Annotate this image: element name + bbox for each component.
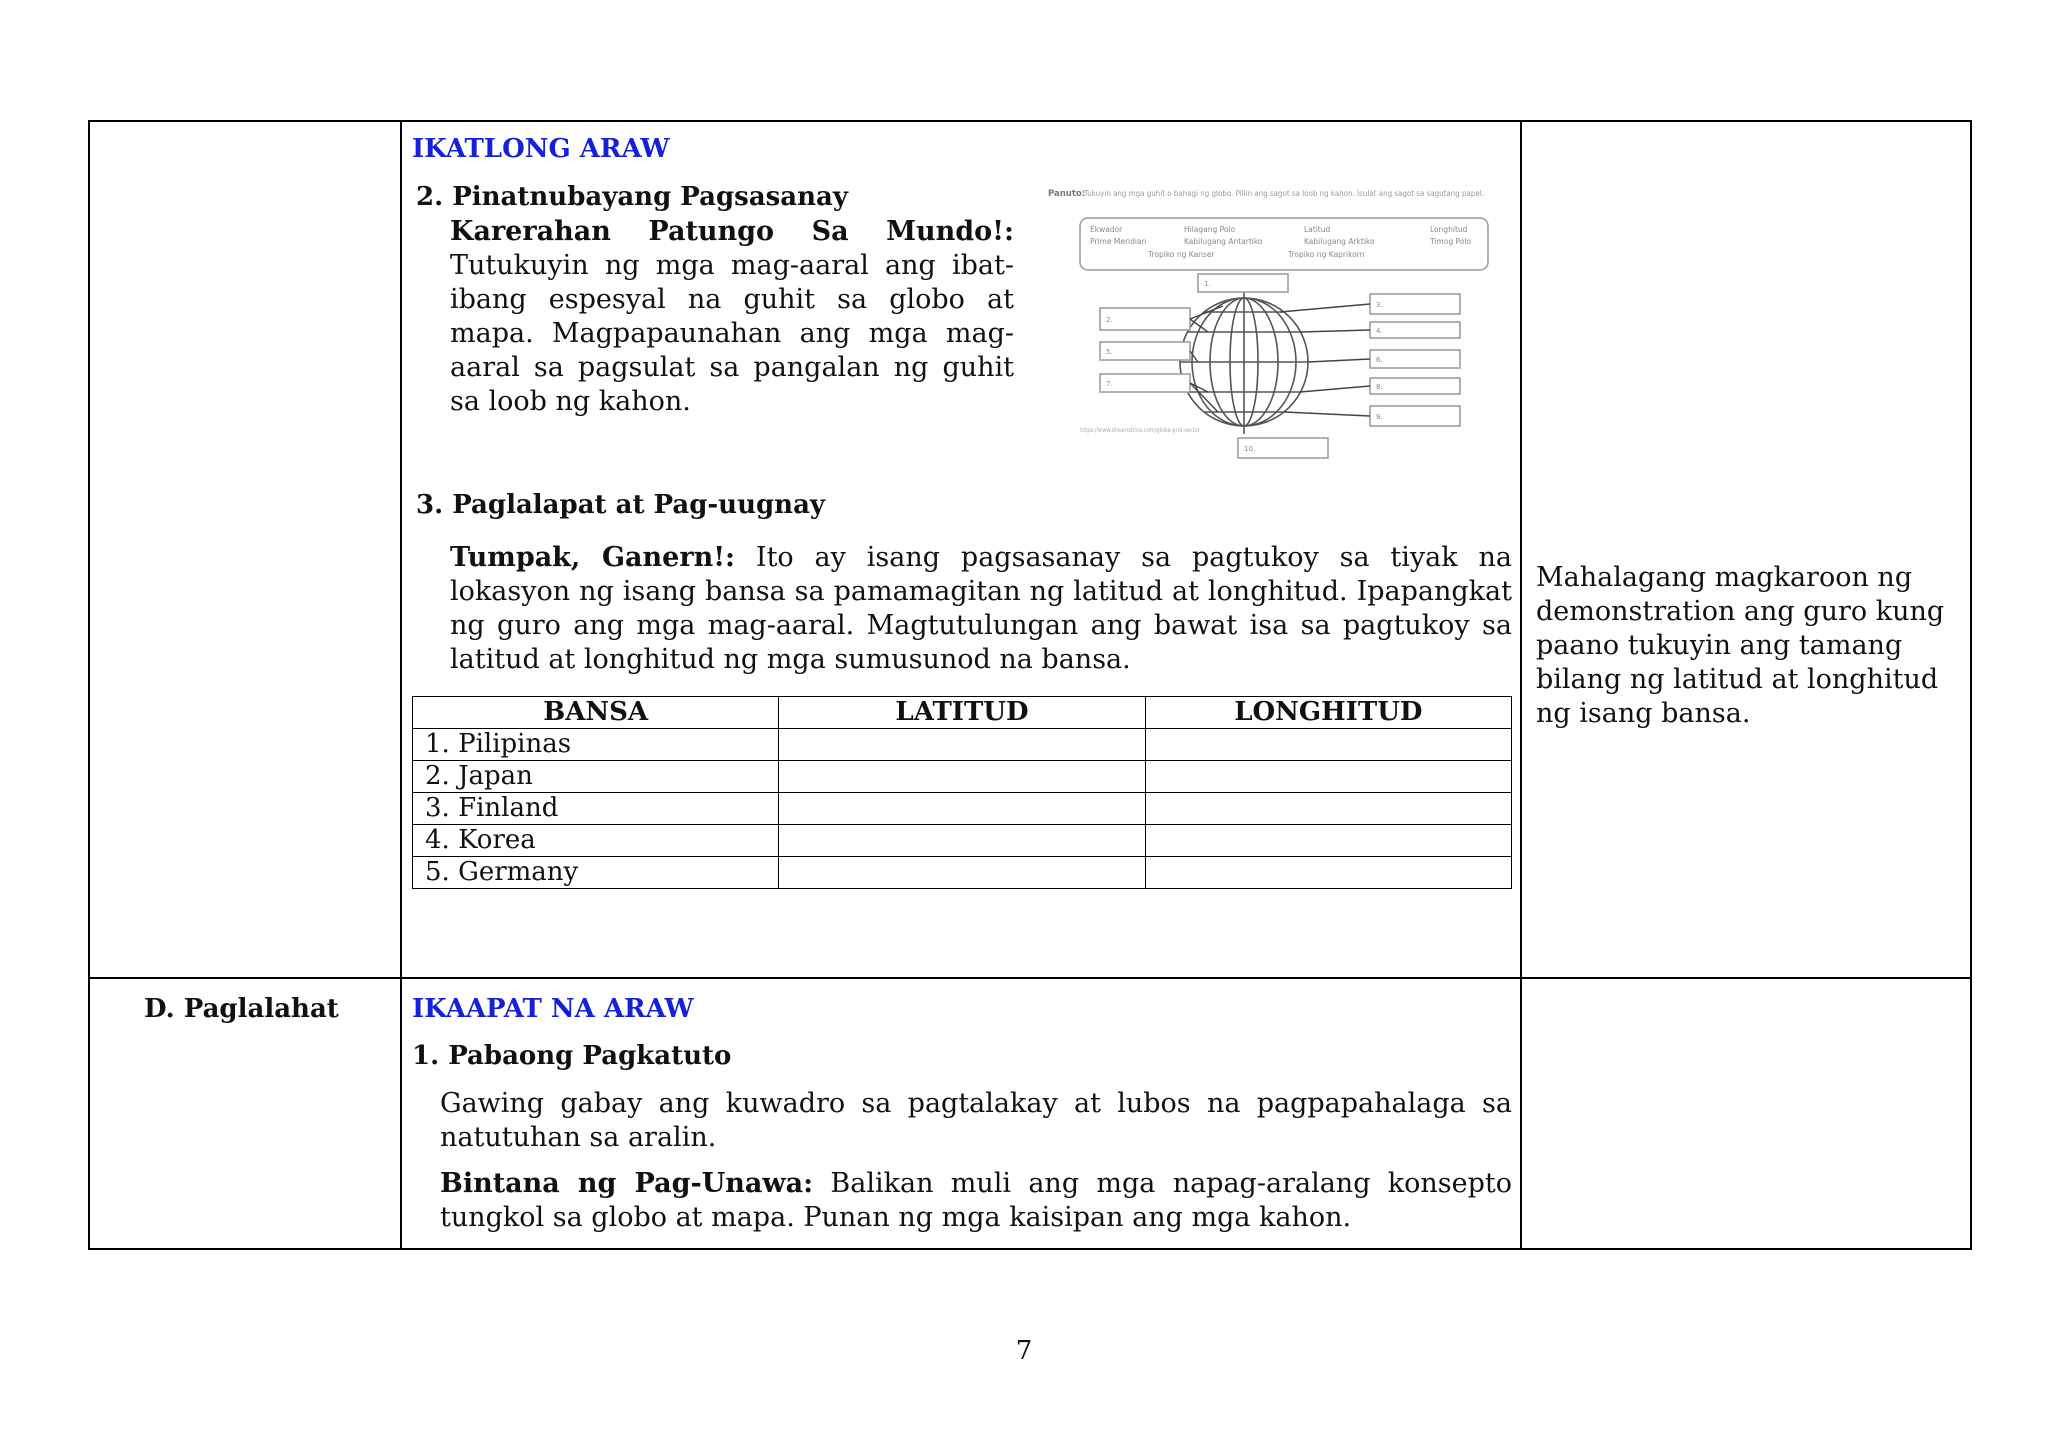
svg-text:Hilagang Polo: Hilagang Polo — [1184, 225, 1236, 234]
table-row — [413, 729, 1512, 761]
column-divider-2 — [1520, 122, 1522, 1248]
svg-text:10.: 10. — [1244, 445, 1256, 453]
section-d-label: D. Paglalahat — [144, 994, 339, 1024]
pabaong-pagkatuto-text: Gawing gabay ang kuwadro sa pagtalakay at lubos na pagpapahalaga sa natutuhan sa aralin. — [440, 1088, 1512, 1153]
table-header-row — [413, 697, 1512, 729]
country-cell: 4. Korea — [413, 825, 779, 857]
table-row — [413, 793, 1512, 825]
country-cell: 2. Japan — [413, 761, 779, 793]
worksheet-directions: Tukuyin ang mga guhit o bahagi ng globo. Piliin ang sagot sa loob ng kahon. Isulat ang sagot sa sagutang papel. — [1083, 189, 1484, 198]
svg-text:5.: 5. — [1106, 348, 1113, 356]
svg-text:Prime Meridian: Prime Meridian — [1090, 237, 1147, 246]
activity3-text: Ito ay isang pagsasanay sa pagtukoy sa tiyak na lokasyon ng isang bansa sa pamamagitan ng latitud at longhitud. Ipapangkat ng guro ang mga mag-aaral. Magtutulungan ang bawat isa sa pagtukoy sa latitud at longhitud ng mga sumusunod na bansa. — [450, 542, 1512, 675]
latitude-cell — [779, 825, 1145, 857]
globe-worksheet-image — [1048, 182, 1500, 464]
table-row — [413, 857, 1512, 889]
svg-text:Longhitud: Longhitud — [1430, 225, 1468, 234]
svg-text:Tropiko ng Kanser: Tropiko ng Kanser — [1148, 250, 1215, 259]
svg-text:Kabilugang Antartiko: Kabilugang Antartiko — [1184, 237, 1263, 246]
table-row — [413, 761, 1512, 793]
activity2-text: Tutukuyin ng mga mag-aaral ang ibat-ibang espesyal na guhit sa globo at mapa. Magpapaunahan ang mga mag-aaral sa pagsulat sa pangalan ng guhit sa loob ng kahon. — [450, 250, 1014, 417]
svg-text:Latitud: Latitud — [1304, 225, 1331, 234]
longitude-cell — [1145, 793, 1511, 825]
pabaong-pagkatuto-heading: 1. Pabaong Pagkatuto — [412, 1041, 732, 1071]
longitude-cell — [1145, 825, 1511, 857]
svg-text:7.: 7. — [1106, 380, 1113, 388]
page-number: 7 — [1015, 1336, 1033, 1366]
column-header-longhitud: LONGHITUD — [1145, 697, 1511, 729]
column-header-latitud: LATITUD — [779, 697, 1145, 729]
svg-text:Timog Polo: Timog Polo — [1430, 237, 1471, 246]
latitude-cell — [779, 729, 1145, 761]
longitude-cell — [1145, 761, 1511, 793]
latitude-cell — [779, 857, 1145, 889]
worksheet-source: https://www.dreamstime.com/globe-grid-vector — [1080, 426, 1201, 434]
longitude-cell — [1145, 729, 1511, 761]
latitude-cell — [779, 793, 1145, 825]
activity2-heading: 2. Pinatnubayang Pagsasanay — [416, 182, 849, 212]
country-cell: 1. Pilipinas — [413, 729, 779, 761]
activity3-paragraph — [450, 541, 1512, 677]
country-coordinates-table — [412, 696, 1512, 889]
worksheet-choices — [1090, 225, 1471, 259]
row-divider — [90, 977, 1970, 979]
svg-text:2.: 2. — [1106, 316, 1113, 324]
day3-heading: IKATLONG ARAW — [412, 134, 670, 164]
country-cell: 3. Finland — [413, 793, 779, 825]
bintana-text: Balikan muli ang mga napag-aralang konsepto tungkol sa globo at mapa. Punan ng mga kaisipan ang mga kahon. — [440, 1168, 1513, 1233]
svg-text:4.: 4. — [1376, 327, 1383, 335]
column-header-bansa: BANSA — [413, 697, 779, 729]
activity3-title: Tumpak, Ganern!: — [450, 542, 736, 573]
activity3-heading: 3. Paglalapat at Pag-uugnay — [416, 490, 826, 520]
svg-text:3.: 3. — [1376, 301, 1383, 309]
bintana-title: Bintana ng Pag-Unawa: — [440, 1168, 814, 1199]
svg-text:Ekwador: Ekwador — [1090, 225, 1123, 234]
column-divider-1 — [400, 122, 402, 1248]
svg-text:1.: 1. — [1204, 280, 1211, 288]
table-row — [413, 825, 1512, 857]
svg-text:6.: 6. — [1376, 356, 1383, 364]
latitude-cell — [779, 761, 1145, 793]
svg-text:Kabilugang Arktiko: Kabilugang Arktiko — [1304, 237, 1375, 246]
longitude-cell — [1145, 857, 1511, 889]
country-cell: 5. Germany — [413, 857, 779, 889]
teacher-note: Mahalagang magkaroon ng demonstration ang guro kung paano tukuyin ang tamang bilang ng latitud at longhitud ng isang bansa. — [1536, 562, 1945, 729]
day4-heading: IKAAPAT NA ARAW — [412, 994, 694, 1024]
activity2-title: Karerahan Patungo Sa Mundo!: — [450, 216, 1014, 247]
activity2-block — [450, 215, 1014, 419]
worksheet-directions-label: Panuto: — [1048, 189, 1086, 199]
svg-text:8.: 8. — [1376, 383, 1383, 391]
bintana-paragraph — [440, 1167, 1512, 1235]
svg-text:9.: 9. — [1376, 413, 1383, 421]
svg-text:Tropiko ng Kaprikorn: Tropiko ng Kaprikorn — [1288, 250, 1365, 259]
